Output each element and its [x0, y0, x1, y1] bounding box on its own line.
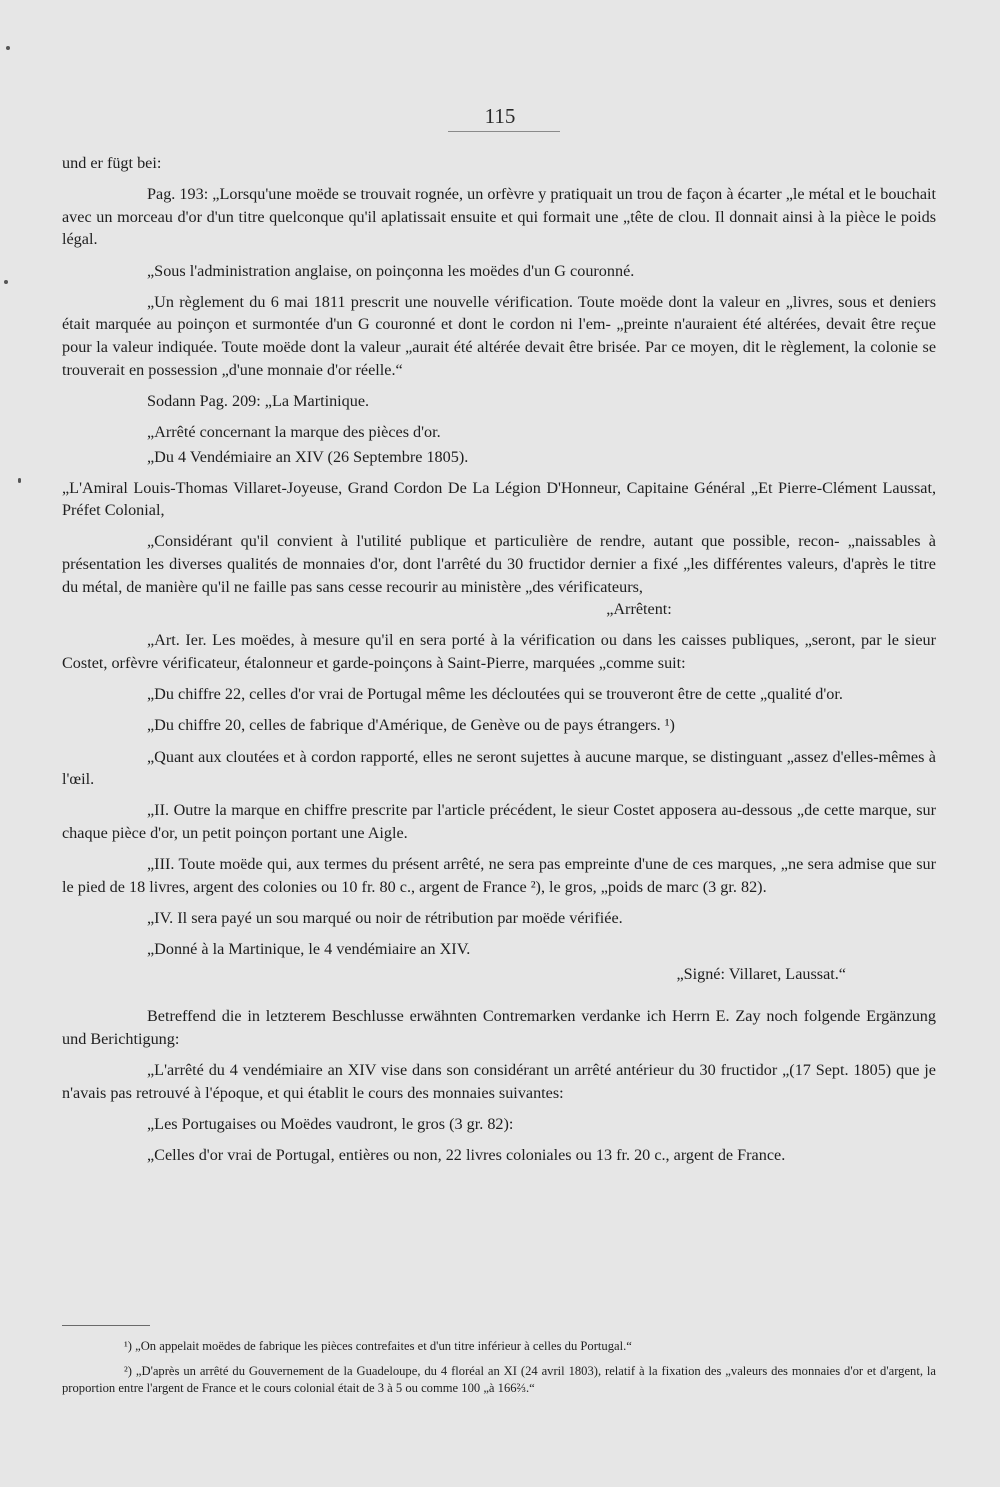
paragraph: „Du chiffre 22, celles d'or vrai de Portugal même les décloutées qui se trouveront être de cette „qualité d'or. — [147, 685, 843, 704]
paragraph: und er fügt bei: — [62, 154, 162, 172]
paragraph: „Arrêtent: — [606, 600, 672, 619]
footnotes — [62, 1338, 936, 1405]
paragraph: „II. Outre la marque en chiffre prescrite par l'article précédent, le sieur Costet apposera au-dessous „de cette marque, sur chaque pièce d'or, un petit poinçon portant une Aigle. — [62, 801, 936, 842]
footnote: ¹) „On appelait moëdes de fabrique les pièces contrefaites et d'un titre inférieur à celles du Portugal.“ — [124, 1339, 632, 1353]
paragraph: Sodann Pag. 209: „La Martinique. — [147, 391, 370, 410]
paragraph: Pag. 193: „Lorsqu'une moëde se trouvait rognée, un orfèvre y pratiquait un trou de façon à écarter „le métal et le bouchait avec un morceau d'or d'un titre quelconque qu'il aplatissait ensuite et qui formait une „tête de clou. Il donnait ainsi à la pièce le poids légal. — [62, 185, 936, 249]
paragraph: „III. Toute moëde qui, aux termes du présent arrêté, ne sera pas empreinte d'une de ces marques, „ne sera admise que sur le pied de 18 livres, argent des colonies ou 10 fr. 80 c., argent de France ²), le gros, „poids de marc (3 gr. 82). — [62, 855, 936, 896]
paragraph: „L'arrêté du 4 vendémiaire an XIV vise dans son considérant un arrêté antérieur du 30 fructidor „(17 Sept. 1805) que je n'avais pas retrouvé à l'époque, et qui établit le cours des monnaies suivantes: — [62, 1061, 936, 1102]
paragraph: „Quant aux cloutées et à cordon rapporté, elles ne seront sujettes à aucune marque, se distinguant „assez d'elles-mêmes à l'œil. — [62, 747, 936, 789]
paragraph: „Considérant qu'il convient à l'utilité publique et particulière de rendre, autant que possible, recon- „naissables à présentation les diverses qualités de monnaies d'or, dont l'arrêté du 30 fructidor dernier a fixé „les différentes valeurs, d'après le titre du métal, de manière qu'il ne faille pas sans cesse recourir au ministère „des vérificateurs, — [62, 532, 936, 596]
paragraph: „L'Amiral Louis-Thomas Villaret-Joyeuse, Grand Cordon De La Légion D'Honneur, Capitaine Général „Et Pierre-Clément Laussat, Préfet Colonial, — [62, 478, 936, 520]
paragraph: „Un règlement du 6 mai 1811 prescrit une nouvelle vérification. Toute moëde dont la valeur en „livres, sous et deniers était marquée au poinçon et surmontée d'un G couronné et dont le cordon ni l'em- „preinte n'auraient été altérées, devait être reçue pour la valeur indiquée. Toute moëde dont la valeur „aurait été altérée devait être brisée. Par ce moyen, dit le règlement, la colonie se trouverait en possession „d'une monnaie d'or réelle.“ — [62, 292, 936, 379]
paragraph: „Les Portugaises ou Moëdes vaudront, le gros (3 gr. 82): — [147, 1114, 514, 1133]
paragraph: „Du 4 Vendémiaire an XIV (26 Septembre 1805). — [147, 447, 469, 466]
paragraph: „Du chiffre 20, celles de fabrique d'Amérique, de Genève ou de pays étrangers. ¹) — [147, 716, 675, 735]
scan-speck — [6, 46, 10, 50]
body-text — [62, 152, 936, 1175]
footnote: ²) „D'après un arrêté du Gouvernement de la Guadeloupe, du 4 floréal an XI (24 avril 1803), relatif à la fixation des „valeurs des monnaies d'or et d'argent, la proportion entre l'argent de France et le cours colonial était de 3 à 5 ou comme 100 „à 166⅔.“ — [62, 1363, 936, 1395]
paragraph: „IV. Il sera payé un sou marqué ou noir de rétribution par moëde vérifiée. — [147, 908, 623, 927]
signature-line: „Signé: Villaret, Laussat.“ — [676, 964, 846, 983]
page-number: 115 — [484, 104, 516, 128]
page-number-rule — [448, 131, 560, 132]
paragraph: „Donné à la Martinique, le 4 vendémiaire an XIV. — [147, 940, 471, 959]
paragraph: „Sous l'administration anglaise, on poinçonna les moëdes d'un G couronné. — [147, 261, 635, 280]
footnote-rule — [62, 1325, 150, 1326]
paragraph: „Art. Ier. Les moëdes, à mesure qu'il en sera porté à la vérification ou dans les caisses publiques, „seront, par le sieur Costet, orfèvre vérificateur, étalonneur et garde-poinçons à Saint-Pierre, marquées „comme suit: — [62, 631, 936, 673]
paragraph: Betreffend die in letzterem Beschlusse erwähnten Contremarken verdanke ich Herrn E. Zay noch folgende Ergänzung und Berichtigung: — [62, 1007, 936, 1048]
paragraph: „Arrêté concernant la marque des pièces d'or. — [147, 422, 441, 441]
paragraph: „Celles d'or vrai de Portugal, entières ou non, 22 livres coloniales ou 13 fr. 20 c., argent de France. — [147, 1146, 786, 1165]
scan-speck — [4, 280, 8, 284]
scan-speck — [18, 478, 21, 483]
